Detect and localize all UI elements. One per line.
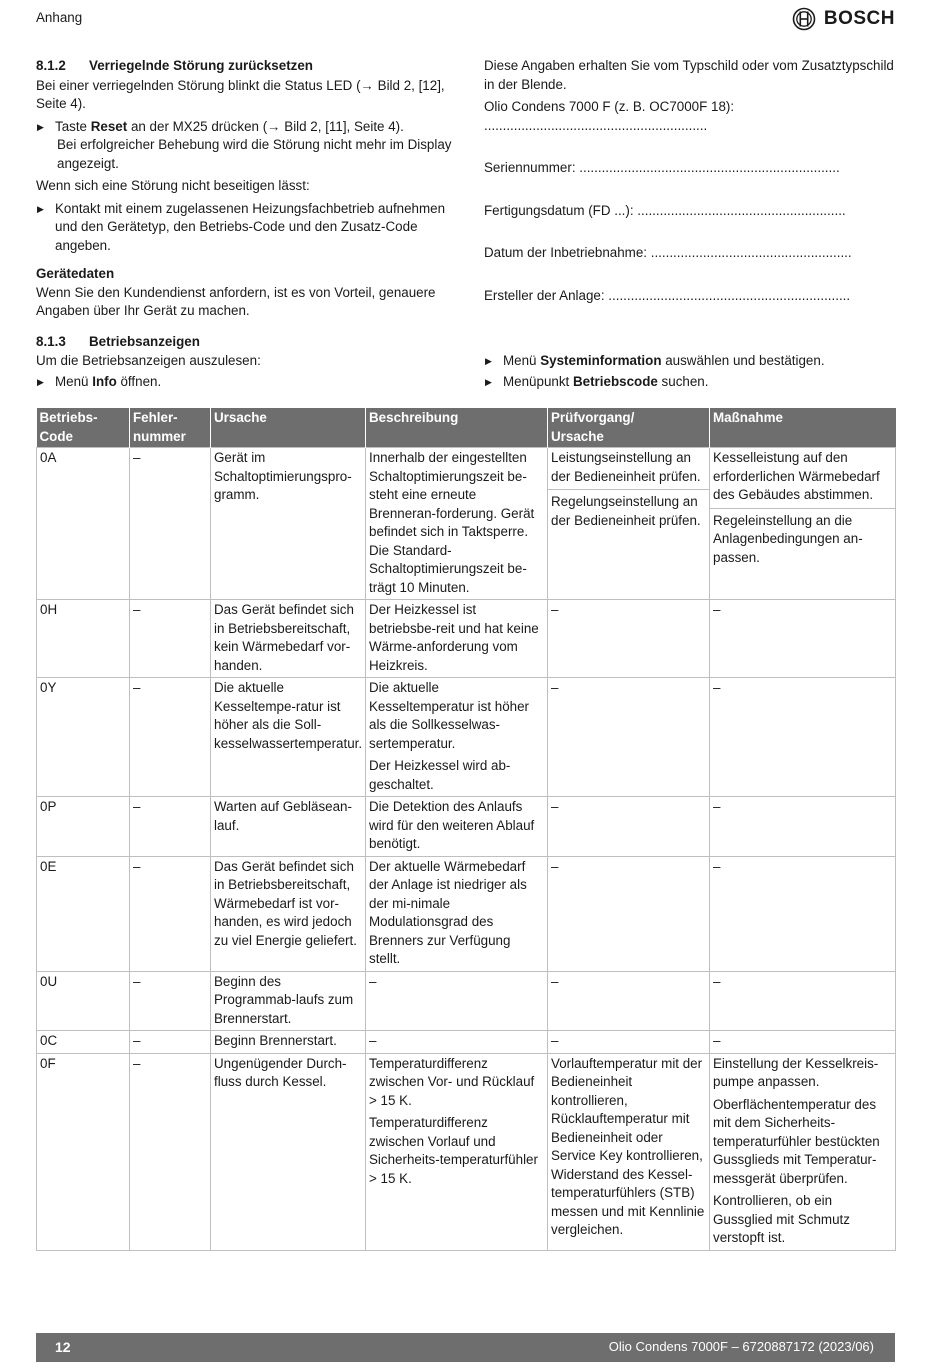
- step-keyword: Reset: [90, 118, 128, 134]
- table-row: [37, 797, 896, 857]
- cell-code: 0E: [37, 856, 130, 971]
- cell-code: 0Y: [37, 678, 130, 797]
- cell-massnahme: [710, 600, 896, 678]
- cell-fehler: –: [130, 678, 211, 797]
- cell-pruef: [548, 971, 710, 1031]
- cell-paragraph: –: [369, 1033, 377, 1048]
- cell-paragraph: Einstellung der Kesselkreis-pumpe anpassen.: [713, 1055, 879, 1089]
- step-text: auswählen und bestätigen.: [661, 353, 825, 368]
- right-column: [484, 57, 896, 395]
- column-header: Ursache: [211, 408, 366, 448]
- commissioning-date-field: Datum der Inbetriebnahme: ......................................................: [484, 245, 852, 260]
- left-column: [36, 57, 456, 395]
- cell-massnahme: [710, 971, 896, 1031]
- table-row: [37, 1053, 896, 1250]
- brand-name: BOSCH: [823, 7, 895, 29]
- cell-paragraph: –: [551, 680, 559, 695]
- cell-beschreibung: [366, 1031, 548, 1054]
- instruction-step: [484, 373, 896, 392]
- production-date-field: Fertigungsdatum (FD ...): ........................................................: [484, 202, 846, 218]
- paragraph: Um die Betriebsanzeigen auszulesen:: [36, 353, 261, 368]
- cell-ursache: Gerät im Schaltoptimierungspro-gramm.: [211, 448, 366, 600]
- instruction-step: [36, 118, 456, 174]
- table-body: [37, 448, 896, 1251]
- cell-massnahme: [710, 1053, 896, 1250]
- installer-field: Ersteller der Anlage: .................................................................: [484, 287, 851, 303]
- footer-bar: [36, 1333, 895, 1362]
- step-text: Menü: [55, 373, 93, 389]
- document-reference: Olio Condens 7000F – 6720887172 (2023/06): [608, 1339, 874, 1354]
- instruction-step: [484, 352, 896, 371]
- table-row: [37, 1031, 896, 1054]
- heading-8-1-3: [36, 333, 456, 352]
- cell-paragraph: Vorlauftemperatur mit der Bedieneinheit kontrollieren, Rücklauftemperatur mit Bedieneinheit oder Service Key kontrollieren, Widerstand des Kessel-temperaturfühlers (STB) messen und mit Kennlinie vergleichen.: [551, 1055, 705, 1237]
- cell-paragraph: Temperaturdifferenz zwischen Vor- und Rücklauf > 15 K.: [369, 1055, 535, 1108]
- cell-ursache: Warten auf Gebläsean-lauf.: [211, 797, 366, 857]
- cell-code: 0C: [37, 1031, 130, 1054]
- cell-paragraph: –: [551, 1033, 559, 1048]
- cell-paragraph: –: [713, 1033, 721, 1048]
- cell-pruef: [548, 797, 710, 857]
- cell-ursache: Das Gerät befindet sich in Betriebsbereitschaft, kein Wärmebedarf vor-handen.: [211, 600, 366, 678]
- cell-pruef: [548, 600, 710, 678]
- cell-fehler: –: [130, 856, 211, 971]
- cell-paragraph: –: [713, 973, 721, 989]
- cell-paragraph: Der Heizkessel ist betriebsbe-reit und hat keine Wärme-anforderung vom Heizkreis.: [369, 602, 539, 673]
- heading-number: 8.1.3: [36, 333, 66, 349]
- cell-fehler: –: [130, 971, 211, 1031]
- paragraph: Wenn Sie den Kundendienst anfordern, ist es von Vorteil, genauere Angaben über Ihr Gerät zu machen.: [36, 284, 436, 318]
- step-keyword: Info: [92, 373, 117, 389]
- cell-ursache: Das Gerät befindet sich in Betriebsbereitschaft, Wärmebedarf ist vor-handen, es wird jedoch zu viel Energie geliefert.: [211, 856, 366, 971]
- cell-ursache: Ungenügender Durch-fluss durch Kessel.: [211, 1053, 366, 1250]
- step-text: öffnen.: [116, 373, 162, 389]
- paragraph: Wenn sich eine Störung nicht beseitigen lässt:: [36, 178, 310, 193]
- cell-paragraph: Leistungseinstellung an der Bedieneinheit prüfen.: [551, 450, 701, 484]
- column-header: Maßnahme: [710, 408, 896, 448]
- cell-paragraph: –: [713, 680, 721, 695]
- cell-ursache: Die aktuelle Kesseltempe-ratur ist höher als die Soll-kesselwassertemperatur.: [211, 678, 366, 797]
- cell-paragraph: Innerhalb der eingestellten Schaltoptimierungszeit be-steht eine erneute Brenneran-forderung. Gerät befindet sich in Taktsperre. Die Standard-Schaltoptimierungszeit be-trägt 10 Minuten.: [369, 450, 535, 595]
- cell-paragraph: –: [713, 858, 721, 874]
- cell-massnahme: [710, 797, 896, 857]
- step-keyword: Systeminformation: [540, 353, 662, 368]
- cell-pruef: [548, 1053, 710, 1250]
- bosch-logo: [792, 7, 895, 31]
- table-header-row: [37, 408, 896, 448]
- cell-paragraph: Oberflächentemperatur des mit dem Sicherheits-temperaturfühler bestückten Gussglieds mit Temperatur-messgerät überprüfen.: [713, 1096, 880, 1186]
- step-note: Bei erfolgreicher Behebung wird die Störung nicht mehr im Display angezeigt.: [57, 137, 452, 171]
- operating-codes-table: [36, 408, 896, 1251]
- heading-8-1-2: [36, 57, 456, 76]
- cell-fehler: –: [130, 1031, 211, 1054]
- cell-paragraph: –: [369, 973, 377, 989]
- cell-paragraph: Regelungseinstellung an der Bedieneinheit prüfen.: [548, 489, 709, 530]
- section-header: Anhang: [36, 10, 83, 25]
- cell-code: 0F: [37, 1053, 130, 1250]
- column-header: Betriebs- Code: [37, 408, 130, 448]
- cell-paragraph: –: [713, 799, 721, 814]
- heading-title: Betriebsanzeigen: [89, 333, 200, 349]
- cell-beschreibung: [366, 600, 548, 678]
- cell-fehler: –: [130, 1053, 211, 1250]
- model-label: Olio Condens 7000 F (z. B. OC7000F 18):: [484, 99, 735, 114]
- cell-paragraph: Regeleinstellung an die Anlagenbedingungen an-passen.: [710, 508, 895, 568]
- cell-beschreibung: [366, 678, 548, 797]
- cell-beschreibung: [366, 1053, 548, 1250]
- cell-paragraph: –: [551, 799, 559, 814]
- cell-paragraph: Die aktuelle Kesseltemperatur ist höher als die Sollkesselwas-sertemperatur.: [369, 680, 530, 751]
- cell-massnahme: [710, 678, 896, 797]
- heading-number: 8.1.2: [36, 58, 66, 73]
- step-text: an der MX25 drücken (→ Bild 2, [11], Seite 4).: [127, 118, 404, 134]
- cell-beschreibung: [366, 797, 548, 857]
- heading-geraetedaten: Gerätedaten: [36, 266, 115, 281]
- cell-paragraph: Kesselleistung auf den erforderlichen Wärmebedarf des Gebäudes abstimmen.: [713, 450, 880, 502]
- cell-paragraph: –: [551, 602, 559, 617]
- cell-paragraph: Temperaturdifferenz zwischen Vorlauf und Sicherheits-temperaturfühler > 15 K.: [369, 1115, 538, 1186]
- cell-beschreibung: [366, 856, 548, 971]
- table-row: [37, 600, 896, 678]
- cell-paragraph: –: [551, 973, 559, 989]
- column-header: Beschreibung: [366, 408, 548, 448]
- cell-pruef: [548, 856, 710, 971]
- cell-massnahme: [710, 856, 896, 971]
- table-row: [37, 678, 896, 797]
- bosch-armature-icon: [792, 7, 816, 31]
- step-keyword: Betriebscode: [572, 373, 658, 389]
- page-number: 12: [55, 1339, 71, 1355]
- serial-field: Seriennummer: ......................................................................: [484, 160, 840, 175]
- cell-pruef: [548, 678, 710, 797]
- model-field: ............................................................: [484, 117, 708, 133]
- cell-pruef: [548, 448, 710, 600]
- cell-fehler: –: [130, 797, 211, 857]
- cell-code: 0H: [37, 600, 130, 678]
- step-text: Menüpunkt: [503, 373, 573, 389]
- instruction-step: ▶ Kontakt mit einem zugelassenen Heizungsfachbetrieb aufnehmen und den Gerätetyp, den Betriebs-Code und den Zusatz-Code angeben.: [36, 200, 456, 256]
- cell-fehler: –: [130, 448, 211, 600]
- table-row: [37, 971, 896, 1031]
- step-text: suchen.: [657, 373, 709, 389]
- column-header: Fehler- nummer: [130, 408, 211, 448]
- table-row: [37, 856, 896, 971]
- cell-code: 0P: [37, 797, 130, 857]
- heading-title: Verriegelnde Störung zurücksetzen: [89, 58, 313, 73]
- cell-paragraph: –: [551, 858, 559, 874]
- cell-ursache: Beginn des Programmab-laufs zum Brennerstart.: [211, 971, 366, 1031]
- cell-ursache: Beginn Brennerstart.: [211, 1031, 366, 1054]
- cell-massnahme: [710, 1031, 896, 1054]
- step-text: Menü: [503, 353, 541, 368]
- cell-paragraph: Der aktuelle Wärmebedarf der Anlage ist niedriger als der mi-nimale Modulationsgrad des Brenners zur Verfügung stellt.: [369, 858, 527, 966]
- cell-paragraph: Der Heizkessel wird ab-geschaltet.: [369, 758, 511, 792]
- table-row: [37, 448, 896, 600]
- cell-beschreibung: [366, 448, 548, 600]
- instruction-step: [36, 373, 456, 392]
- cell-pruef: [548, 1031, 710, 1054]
- paragraph: Bei einer verriegelnden Störung blinkt die Status LED (→ Bild 2, [12], Seite 4).: [36, 77, 445, 111]
- paragraph: Diese Angaben erhalten Sie vom Typschild oder vom Zusatztypschild in der Blende.: [484, 58, 894, 92]
- cell-paragraph: Die Detektion des Anlaufs wird für den weiteren Ablauf benötigt.: [369, 799, 535, 851]
- cell-fehler: –: [130, 600, 211, 678]
- column-header: Prüfvorgang/ Ursache: [548, 408, 710, 448]
- step-text: Taste: [55, 118, 91, 134]
- cell-paragraph: Kontrollieren, ob ein Gussglied mit Schmutz verstopft ist.: [713, 1193, 850, 1245]
- cell-beschreibung: [366, 971, 548, 1031]
- cell-code: 0U: [37, 971, 130, 1031]
- cell-paragraph: –: [713, 602, 721, 617]
- cell-massnahme: [710, 448, 896, 600]
- cell-code: 0A: [37, 448, 130, 600]
